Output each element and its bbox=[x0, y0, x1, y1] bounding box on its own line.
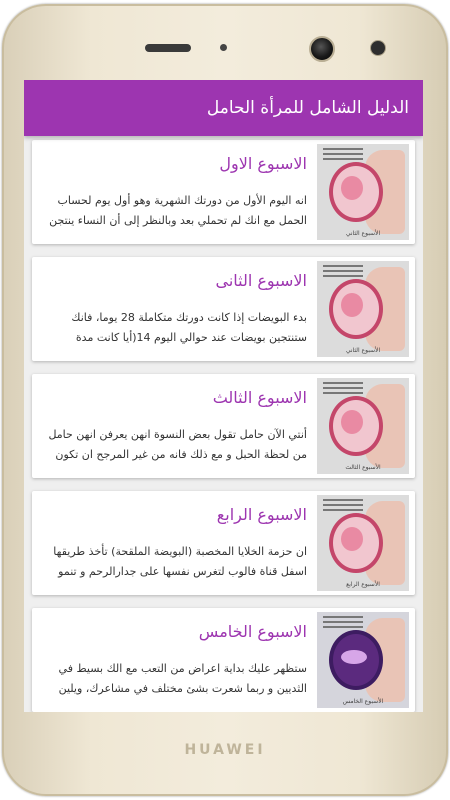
label-lines bbox=[323, 499, 363, 501]
week-text bbox=[40, 388, 317, 465]
label-lines bbox=[323, 148, 363, 150]
week-text bbox=[40, 622, 317, 699]
image-caption: الأسبوع الرابع bbox=[346, 581, 380, 588]
label-lines bbox=[323, 265, 363, 267]
week-description: ان حزمة الخلايا المخصبة (البويضة الملقحة) تأخذ طريقها اسفل قناة فالوب لتغرس نفسها على جدارالرحم و تنمو bbox=[53, 544, 307, 578]
week-card-3[interactable] bbox=[32, 374, 415, 478]
week-card-5[interactable] bbox=[32, 608, 415, 712]
week-text bbox=[40, 271, 317, 348]
week-description: أنتي الآن حامل تقول بعض النسوة انهن يعرفن انهن حامل من لحظة الحبل و مع ذلك فانه من غير المرجح ان تكون bbox=[48, 427, 307, 461]
image-caption: الأسبوع الثالث bbox=[345, 464, 381, 471]
label-lines bbox=[323, 382, 363, 384]
device-brand: HUAWEI bbox=[184, 742, 266, 758]
front-flash bbox=[370, 40, 386, 56]
week-image bbox=[317, 144, 409, 240]
week-title: الاسبوع الثانى bbox=[215, 270, 307, 290]
embryo-shape bbox=[341, 527, 363, 551]
week-description: بدء البويضات إذا كانت دورتك متكاملة 28 يوما، فانك ستنتجين بويضات عند حوالي اليوم 14(أيا كانت مدة bbox=[71, 310, 307, 344]
embryo-shape bbox=[341, 410, 363, 434]
front-camera bbox=[309, 36, 335, 62]
week-image bbox=[317, 261, 409, 357]
week-description: انه اليوم الأول من دورتك الشهرية وهو أول يوم لحساب الحمل مع انك لم تحملي بعد وبالنظر إلى أن النساء ينتجن bbox=[49, 193, 307, 227]
app-bar bbox=[24, 80, 423, 136]
week-card-1[interactable] bbox=[32, 140, 415, 244]
image-caption: الأسبوع الثاني bbox=[345, 347, 381, 354]
week-image bbox=[317, 612, 409, 708]
earpiece-speaker bbox=[145, 44, 191, 52]
week-image bbox=[317, 495, 409, 591]
week-title: الاسبوع الخامس bbox=[198, 621, 307, 641]
weeks-list[interactable] bbox=[24, 136, 423, 712]
week-title: الاسبوع الرابع bbox=[216, 504, 307, 524]
week-title: الاسبوع الاول bbox=[219, 153, 307, 173]
week-card-2[interactable] bbox=[32, 257, 415, 361]
embryo-shape bbox=[341, 650, 367, 664]
week-image bbox=[317, 378, 409, 474]
week-text bbox=[40, 154, 317, 231]
embryo-shape bbox=[341, 293, 363, 317]
week-description: ستظهر عليك بداية اعراض من التعب مع الك بسيط في الثديين و ربما شعرت بشئ مختلف في مشاعرك، ويلين bbox=[58, 661, 307, 695]
proximity-sensor bbox=[220, 44, 227, 51]
embryo-shape bbox=[341, 176, 363, 200]
week-text bbox=[40, 505, 317, 582]
week-title: الاسبوع الثالث bbox=[212, 387, 307, 407]
app-title: الدليل الشامل للمرأة الحامل bbox=[206, 98, 409, 118]
image-caption: الأسبوع الخامس bbox=[342, 698, 384, 705]
app-screen bbox=[24, 80, 423, 712]
image-caption: الأسبوع الثاني bbox=[345, 230, 381, 237]
label-lines bbox=[323, 616, 363, 618]
week-card-4[interactable] bbox=[32, 491, 415, 595]
